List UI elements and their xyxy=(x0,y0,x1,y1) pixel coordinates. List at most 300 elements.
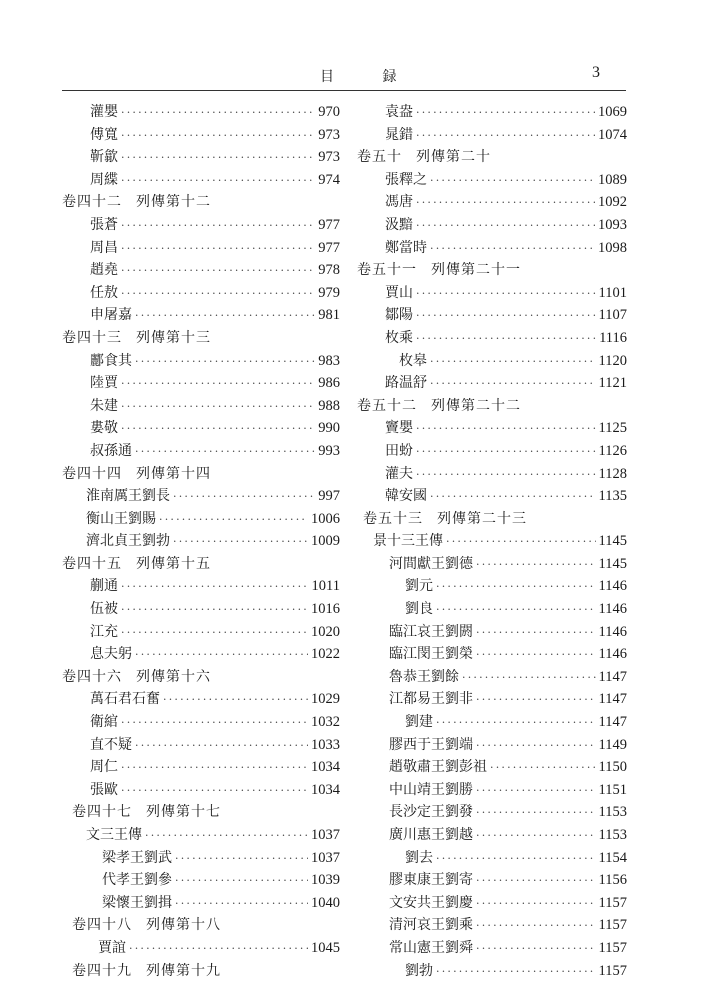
volume-title: 列傳第二十 xyxy=(416,149,491,166)
entry-label: 代孝王劉參 xyxy=(102,872,172,889)
toc-entry xyxy=(60,124,340,147)
dot-leader xyxy=(173,486,315,509)
toc-entry xyxy=(357,372,627,395)
volume-title: 列傳第十七 xyxy=(146,804,221,821)
toc-entry xyxy=(60,598,340,621)
toc-entry xyxy=(357,960,627,983)
toc-entry xyxy=(357,847,627,870)
entry-page-number: 1022 xyxy=(311,646,340,663)
entry-label: 萬石君石奮 xyxy=(90,691,160,708)
toc-volume-heading xyxy=(357,146,627,169)
entry-page-number: 988 xyxy=(318,397,340,414)
toc-entry xyxy=(357,914,627,937)
dot-leader xyxy=(430,238,595,261)
entry-label: 梁懷王劉揖 xyxy=(102,894,172,911)
toc-entry xyxy=(357,101,627,124)
entry-label: 衛綰 xyxy=(90,714,118,731)
entry-label: 衡山王劉賜 xyxy=(86,510,156,527)
entry-label: 劉去 xyxy=(405,849,433,866)
entry-label: 田蚡 xyxy=(385,442,413,459)
dot-leader xyxy=(121,757,308,780)
entry-page-number: 1011 xyxy=(311,578,340,595)
entry-page-number: 1145 xyxy=(598,555,627,572)
entry-page-number: 1107 xyxy=(598,307,627,324)
toc-volume-heading xyxy=(60,463,340,486)
volume-number: 卷四十二 xyxy=(62,194,122,211)
entry-page-number: 1128 xyxy=(598,465,627,482)
toc-entry xyxy=(60,937,340,960)
dot-leader xyxy=(121,260,315,283)
volume-title: 列傳第十二 xyxy=(136,194,211,211)
entry-label: 蒯通 xyxy=(90,578,118,595)
entry-page-number: 1125 xyxy=(598,420,627,437)
entry-label: 袁盎 xyxy=(385,104,413,120)
dot-leader xyxy=(476,870,596,893)
entry-label: 文安共王劉慶 xyxy=(389,894,473,911)
entry-page-number: 1074 xyxy=(598,126,627,143)
entry-page-number: 1029 xyxy=(311,691,340,708)
dot-leader xyxy=(430,373,596,396)
toc-entry xyxy=(60,101,340,124)
toc-volume-heading xyxy=(60,914,340,937)
entry-label: 文三王傳 xyxy=(86,827,142,843)
entry-label: 直不疑 xyxy=(90,736,132,753)
toc-entry xyxy=(60,711,340,734)
entry-page-number: 973 xyxy=(318,126,340,143)
toc-volume-heading xyxy=(357,508,627,531)
toc-entry xyxy=(60,169,340,192)
volume-number: 卷四十四 xyxy=(62,465,122,482)
dot-leader xyxy=(416,328,596,351)
entry-label: 張釋之 xyxy=(385,171,427,188)
volume-number: 卷四十五 xyxy=(62,555,122,572)
entry-page-number: 979 xyxy=(318,284,340,301)
entry-label: 趙敬肅王劉彭祖 xyxy=(389,759,487,776)
entry-page-number: 1149 xyxy=(598,736,627,753)
entry-label: 張蒼 xyxy=(90,216,118,233)
entry-page-number: 1034 xyxy=(311,781,340,798)
dot-leader xyxy=(476,780,596,803)
entry-page-number: 1157 xyxy=(598,894,627,911)
dot-leader xyxy=(121,712,308,735)
volume-number: 卷五十二 xyxy=(357,397,417,414)
entry-page-number: 1151 xyxy=(598,781,627,798)
toc-volume-heading xyxy=(60,960,340,983)
toc-entry xyxy=(357,304,627,327)
toc-entry xyxy=(357,666,627,689)
entry-label: 廣川惠王劉越 xyxy=(389,827,473,843)
entry-label: 灌夫 xyxy=(385,465,413,482)
entry-label: 臨江閔王劉榮 xyxy=(389,646,473,663)
dot-leader xyxy=(121,238,315,261)
toc-entry xyxy=(60,259,340,282)
toc-entry xyxy=(357,643,627,666)
entry-label: 臨江哀王劉閼 xyxy=(389,623,473,640)
dot-leader xyxy=(416,441,596,464)
entry-label: 枚乘 xyxy=(385,329,413,346)
toc-entry xyxy=(357,779,627,802)
toc-entry xyxy=(357,237,627,260)
dot-leader xyxy=(476,938,596,961)
entry-page-number: 993 xyxy=(318,442,340,459)
entry-label: 申屠嘉 xyxy=(90,307,132,324)
entry-label: 陸賈 xyxy=(90,375,118,392)
dot-leader xyxy=(430,486,596,509)
entry-page-number: 990 xyxy=(318,420,340,437)
entry-page-number: 970 xyxy=(318,104,340,120)
dot-leader xyxy=(163,689,308,712)
dot-leader xyxy=(416,305,596,328)
entry-page-number: 1039 xyxy=(311,872,340,889)
dot-leader xyxy=(145,825,308,848)
toc-entry xyxy=(60,146,340,169)
toc-entry xyxy=(357,191,627,214)
dot-leader xyxy=(416,102,595,125)
entry-page-number: 973 xyxy=(318,149,340,166)
entry-page-number: 981 xyxy=(318,307,340,324)
entry-page-number: 1153 xyxy=(598,804,627,821)
dot-leader xyxy=(476,825,596,848)
toc-volume-heading xyxy=(357,395,627,418)
dot-leader xyxy=(436,599,596,622)
dot-leader xyxy=(490,757,596,780)
entry-label: 竇嬰 xyxy=(385,420,413,437)
dot-leader xyxy=(129,938,308,961)
dot-leader xyxy=(121,170,315,193)
dot-leader xyxy=(175,848,308,871)
volume-title: 列傳第十三 xyxy=(136,329,211,346)
entry-label: 清河哀王劉乘 xyxy=(389,917,473,934)
entry-label: 賈誼 xyxy=(98,939,126,956)
dot-leader xyxy=(416,215,595,238)
toc-entry xyxy=(357,282,627,305)
toc-entry xyxy=(357,169,627,192)
entry-page-number: 1034 xyxy=(311,759,340,776)
entry-page-number: 1037 xyxy=(311,827,340,843)
entry-label: 張歐 xyxy=(90,781,118,798)
entry-page-number: 1032 xyxy=(311,714,340,731)
volume-title: 列傳第二十三 xyxy=(437,510,527,527)
toc-entry xyxy=(357,869,627,892)
entry-page-number: 1146 xyxy=(598,578,627,595)
toc-entry xyxy=(60,508,340,531)
toc-volume-heading xyxy=(60,553,340,576)
volume-number: 卷五十三 xyxy=(363,510,423,527)
volume-number: 卷四十七 xyxy=(72,804,132,821)
dot-leader xyxy=(121,780,308,803)
dot-leader xyxy=(476,554,596,577)
entry-label: 枚皋 xyxy=(399,352,427,369)
toc-volume-heading xyxy=(60,801,340,824)
entry-label: 膠東康王劉寄 xyxy=(389,872,473,889)
dot-leader xyxy=(476,689,596,712)
toc-entry xyxy=(357,824,627,847)
entry-label: 魯恭王劉餘 xyxy=(389,668,459,685)
dot-leader xyxy=(436,712,596,735)
entry-label: 劉良 xyxy=(405,601,433,618)
entry-label: 鄭當時 xyxy=(385,239,427,256)
toc-entry xyxy=(357,598,627,621)
dot-leader xyxy=(416,125,595,148)
toc-entry xyxy=(357,214,627,237)
toc-volume-heading xyxy=(60,191,340,214)
dot-leader xyxy=(135,735,308,758)
volume-number: 卷四十六 xyxy=(62,668,122,685)
toc-entry xyxy=(357,756,627,779)
dot-leader xyxy=(121,622,308,645)
entry-page-number: 1146 xyxy=(598,623,627,640)
toc-volume-heading xyxy=(60,327,340,350)
entry-label: 梁孝王劉武 xyxy=(102,849,172,866)
dot-leader xyxy=(175,870,308,893)
toc-entry xyxy=(60,575,340,598)
entry-label: 常山憲王劉舜 xyxy=(389,939,473,956)
dot-leader xyxy=(416,464,596,487)
entry-page-number: 1116 xyxy=(599,329,627,346)
volume-number: 卷四十三 xyxy=(62,329,122,346)
dot-leader xyxy=(121,125,315,148)
header-rule xyxy=(62,90,626,91)
dot-leader xyxy=(446,531,596,554)
entry-page-number: 1146 xyxy=(598,601,627,618)
toc-entry xyxy=(357,350,627,373)
entry-page-number: 1020 xyxy=(311,623,340,640)
toc-entry xyxy=(357,327,627,350)
toc-entry xyxy=(357,937,627,960)
toc-entry xyxy=(60,892,340,915)
page-title: 目 録 xyxy=(320,69,419,85)
dot-leader xyxy=(135,305,315,328)
dot-leader xyxy=(121,373,315,396)
entry-page-number: 1147 xyxy=(598,691,627,708)
dot-leader xyxy=(462,667,596,690)
toc-entry xyxy=(357,530,627,553)
volume-title: 列傳第十五 xyxy=(136,555,211,572)
volume-number: 卷五十 xyxy=(357,149,402,166)
dot-leader xyxy=(476,893,596,916)
toc-entry xyxy=(60,643,340,666)
volume-number: 卷五十一 xyxy=(357,262,417,279)
entry-label: 劉勃 xyxy=(405,962,433,979)
toc-entry xyxy=(60,214,340,237)
dot-leader xyxy=(436,576,596,599)
entry-label: 江充 xyxy=(90,623,118,640)
entry-label: 任敖 xyxy=(90,284,118,301)
entry-page-number: 1016 xyxy=(311,601,340,618)
dot-leader xyxy=(436,848,596,871)
entry-page-number: 1157 xyxy=(598,939,627,956)
toc-entry xyxy=(60,440,340,463)
entry-page-number: 1101 xyxy=(598,284,627,301)
dot-leader xyxy=(476,644,596,667)
entry-page-number: 1089 xyxy=(598,171,627,188)
entry-page-number: 1098 xyxy=(598,239,627,256)
entry-label: 周昌 xyxy=(90,239,118,256)
entry-page-number: 1121 xyxy=(598,375,627,392)
toc-volume-heading xyxy=(357,259,627,282)
entry-label: 路温舒 xyxy=(385,375,427,392)
entry-page-number: 1135 xyxy=(598,488,627,505)
toc-entry xyxy=(357,463,627,486)
volume-title: 列傳第二十二 xyxy=(431,397,521,414)
dot-leader xyxy=(135,644,308,667)
dot-leader xyxy=(121,418,315,441)
entry-label: 中山靖王劉勝 xyxy=(389,781,473,798)
entry-page-number: 978 xyxy=(318,262,340,279)
entry-label: 景十三王傳 xyxy=(373,533,443,550)
entry-page-number: 1150 xyxy=(598,759,627,776)
toc-volume-heading xyxy=(60,666,340,689)
dot-leader xyxy=(159,509,308,532)
entry-page-number: 1033 xyxy=(311,736,340,753)
dot-leader xyxy=(416,283,596,306)
entry-page-number: 1037 xyxy=(311,849,340,866)
entry-page-number: 1153 xyxy=(598,827,627,843)
dot-leader xyxy=(430,351,596,374)
entry-label: 江都易王劉非 xyxy=(389,691,473,708)
volume-title: 列傳第十九 xyxy=(146,962,221,979)
dot-leader xyxy=(430,170,595,193)
dot-leader xyxy=(436,961,596,984)
entry-label: 伍被 xyxy=(90,601,118,618)
entry-page-number: 1147 xyxy=(598,714,627,731)
dot-leader xyxy=(173,531,308,554)
dot-leader xyxy=(135,351,315,374)
entry-page-number: 1157 xyxy=(598,917,627,934)
entry-label: 晁錯 xyxy=(385,126,413,143)
entry-label: 靳歙 xyxy=(90,149,118,166)
entry-label: 酈食其 xyxy=(90,352,132,369)
toc-entry xyxy=(60,395,340,418)
entry-page-number: 1069 xyxy=(598,104,627,120)
toc-entry xyxy=(60,485,340,508)
entry-label: 叔孫通 xyxy=(90,442,132,459)
entry-label: 息夫躬 xyxy=(90,646,132,663)
dot-leader xyxy=(135,441,315,464)
dot-leader xyxy=(476,915,596,938)
entry-page-number: 1006 xyxy=(311,510,340,527)
entry-label: 灌嬰 xyxy=(90,104,118,120)
volume-title: 列傳第二十一 xyxy=(431,262,521,279)
entry-page-number: 1040 xyxy=(311,894,340,911)
entry-page-number: 1009 xyxy=(311,533,340,550)
entry-label: 鄒陽 xyxy=(385,307,413,324)
entry-label: 汲黯 xyxy=(385,216,413,233)
toc-entry xyxy=(60,304,340,327)
dot-leader xyxy=(416,418,596,441)
entry-page-number: 983 xyxy=(318,352,340,369)
entry-label: 韓安國 xyxy=(385,488,427,505)
entry-page-number: 1045 xyxy=(311,939,340,956)
toc-entry xyxy=(60,237,340,260)
dot-leader xyxy=(121,283,315,306)
dot-leader xyxy=(121,215,315,238)
toc-entry xyxy=(357,621,627,644)
toc-entry xyxy=(60,621,340,644)
entry-page-number: 977 xyxy=(318,216,340,233)
toc-entry xyxy=(60,756,340,779)
toc-entry xyxy=(357,485,627,508)
entry-page-number: 1147 xyxy=(598,668,627,685)
dot-leader xyxy=(416,192,595,215)
entry-page-number: 977 xyxy=(318,239,340,256)
entry-label: 周緤 xyxy=(90,171,118,188)
dot-leader xyxy=(476,622,596,645)
toc-entry xyxy=(60,869,340,892)
toc-entry xyxy=(60,282,340,305)
entry-label: 淮南厲王劉長 xyxy=(86,488,170,505)
toc-entry xyxy=(60,847,340,870)
entry-label: 周仁 xyxy=(90,759,118,776)
entry-label: 河間獻王劉德 xyxy=(389,555,473,572)
toc-entry xyxy=(357,734,627,757)
entry-label: 濟北貞王劉勃 xyxy=(86,533,170,550)
toc-entry xyxy=(60,688,340,711)
entry-label: 傅寬 xyxy=(90,126,118,143)
volume-number: 卷四十九 xyxy=(72,962,132,979)
entry-label: 趙堯 xyxy=(90,262,118,279)
toc-entry xyxy=(60,372,340,395)
dot-leader xyxy=(121,396,315,419)
entry-page-number: 986 xyxy=(318,375,340,392)
dot-leader xyxy=(476,802,596,825)
entry-page-number: 1126 xyxy=(598,442,627,459)
entry-page-number: 1157 xyxy=(598,962,627,979)
entry-label: 賈山 xyxy=(385,284,413,301)
toc-entry xyxy=(357,711,627,734)
entry-label: 長沙定王劉發 xyxy=(389,804,473,821)
toc-entry xyxy=(60,417,340,440)
dot-leader xyxy=(121,147,315,170)
entry-label: 朱建 xyxy=(90,397,118,414)
entry-label: 劉元 xyxy=(405,578,433,595)
entry-page-number: 974 xyxy=(318,171,340,188)
dot-leader xyxy=(121,599,308,622)
entry-label: 婁敬 xyxy=(90,420,118,437)
toc-entry xyxy=(60,350,340,373)
entry-label: 劉建 xyxy=(405,714,433,731)
toc-entry xyxy=(60,824,340,847)
volume-title: 列傳第十四 xyxy=(136,465,211,482)
volume-title: 列傳第十八 xyxy=(146,917,221,934)
entry-page-number: 1156 xyxy=(598,872,627,889)
toc-entry xyxy=(60,734,340,757)
toc-entry xyxy=(357,440,627,463)
toc-left-column xyxy=(60,101,340,979)
dot-leader xyxy=(175,893,308,916)
toc-entry xyxy=(357,553,627,576)
entry-page-number: 1120 xyxy=(598,352,627,369)
toc-entry xyxy=(357,575,627,598)
entry-page-number: 997 xyxy=(318,488,340,505)
toc-entry xyxy=(357,124,627,147)
entry-page-number: 1092 xyxy=(598,194,627,211)
entry-page-number: 1154 xyxy=(598,849,627,866)
volume-title: 列傳第十六 xyxy=(136,668,211,685)
entry-page-number: 1146 xyxy=(598,646,627,663)
entry-label: 馮唐 xyxy=(385,194,413,211)
entry-label: 膠西于王劉端 xyxy=(389,736,473,753)
volume-number: 卷四十八 xyxy=(72,917,132,934)
toc-entry xyxy=(60,779,340,802)
toc-entry xyxy=(357,417,627,440)
dot-leader xyxy=(121,576,309,599)
dot-leader xyxy=(476,735,596,758)
page-number: 3 xyxy=(592,64,600,81)
toc-right-column xyxy=(357,101,627,979)
toc-entry xyxy=(357,892,627,915)
entry-page-number: 1093 xyxy=(598,216,627,233)
